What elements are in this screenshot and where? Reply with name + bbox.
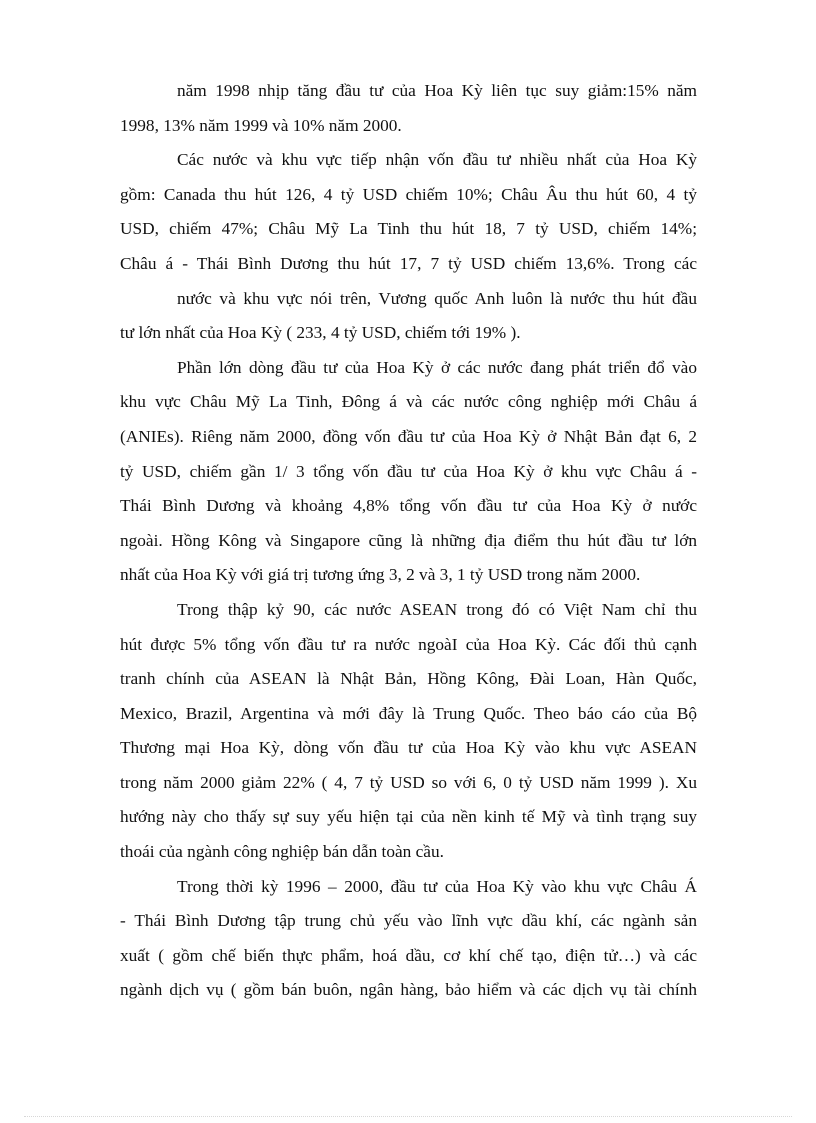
text-line: nước và khu vực nói trên, Vương quốc Anh luôn là nước thu hút đầu	[177, 288, 697, 308]
text-line: thoái của ngành công nghiệp bán dẫn toàn cầu.	[120, 842, 444, 862]
text-line: hút được 5% tổng vốn đầu tư ra nước ngoàI của Hoa Kỳ. Các đối thủ cạnh	[120, 634, 697, 654]
text-line: gồm: Canada thu hút 126, 4 tỷ USD chiếm 10%; Châu Âu thu hút 60, 4 tỷ	[120, 184, 697, 204]
text-line: (ANIEs). Riêng năm 2000, đồng vốn đầu tư của Hoa Kỳ ở Nhật Bản đạt 6, 2	[120, 426, 697, 446]
text-line: 1998, 13% năm 1999 và 10% năm 2000.	[120, 115, 402, 135]
text-line: khu vực Châu Mỹ La Tinh, Đông á và các nước công nghiệp mới Châu á	[120, 392, 697, 412]
text-line: năm 1998 nhịp tăng đầu tư của Hoa Kỳ liên tục suy giảm:15% năm	[177, 81, 697, 100]
text-line: Các nước và khu vực tiếp nhận vốn đầu tư nhiều nhất của Hoa Kỳ	[177, 150, 697, 170]
text-line: Phần lớn dòng đầu tư của Hoa Kỳ ở các nước đang phát triển đổ vào	[177, 357, 697, 377]
text-line: hướng này cho thấy sự suy yếu hiện tại của nền kinh tế Mỹ và tình trạng suy	[120, 807, 697, 827]
text-line: tranh chính của ASEAN là Nhật Bản, Hồng Kông, Đài Loan, Hàn Quốc,	[120, 669, 697, 689]
text-line: ngoài. Hồng Kông và Singapore cũng là những địa điểm thu hút đầu tư lớn	[120, 530, 697, 550]
body-text	[120, 74, 697, 1008]
text-line: tư lớn nhất của Hoa Kỳ ( 233, 4 tỷ USD, chiếm tới 19% ).	[120, 323, 521, 343]
text-line: xuất ( gồm chế biến thực phẩm, hoá dầu, cơ khí chế tạo, điện tử…) và các	[120, 945, 697, 965]
text-line: Trong thập kỷ 90, các nước ASEAN trong đó có Việt Nam chỉ thu	[177, 599, 697, 619]
text-line: USD, chiếm 47%; Châu Mỹ La Tinh thu hút 18, 7 tỷ USD, chiếm 14%;	[120, 219, 697, 239]
text-line: tỷ USD, chiếm gần 1/ 3 tổng vốn đầu tư của Hoa Kỳ ở khu vực Châu á -	[120, 461, 697, 481]
text-line: Châu á - Thái Bình Dương thu hút 17, 7 tỷ USD chiếm 13,6%. Trong các	[120, 253, 697, 273]
text-line: nhất của Hoa Kỳ với giá trị tương ứng 3, 2 và 3, 1 tỷ USD trong năm 2000.	[120, 565, 641, 585]
text-line: Thương mại Hoa Kỳ, dòng vốn đầu tư của Hoa Kỳ vào khu vực ASEAN	[120, 738, 697, 758]
text-line: trong năm 2000 giảm 22% ( 4, 7 tỷ USD so với 6, 0 tỷ USD năm 1999 ). Xu	[120, 772, 697, 792]
text-line: Trong thời kỳ 1996 – 2000, đầu tư của Hoa Kỳ vào khu vực Châu Á	[177, 876, 697, 896]
text-line: ngành dịch vụ ( gồm bán buôn, ngân hàng, bảo hiểm và các dịch vụ tài chính	[120, 980, 697, 1000]
text-line: - Thái Bình Dương tập trung chủ yếu vào lĩnh vực dầu khí, các ngành sản	[120, 911, 697, 931]
text-line: Thái Bình Dương và khoảng 4,8% tổng vốn đầu tư của Hoa Kỳ ở nước	[120, 496, 697, 516]
page-bottom-divider	[24, 1116, 792, 1117]
text-line: Mexico, Brazil, Argentina và mới đây là Trung Quốc. Theo báo cáo của Bộ	[120, 703, 697, 723]
